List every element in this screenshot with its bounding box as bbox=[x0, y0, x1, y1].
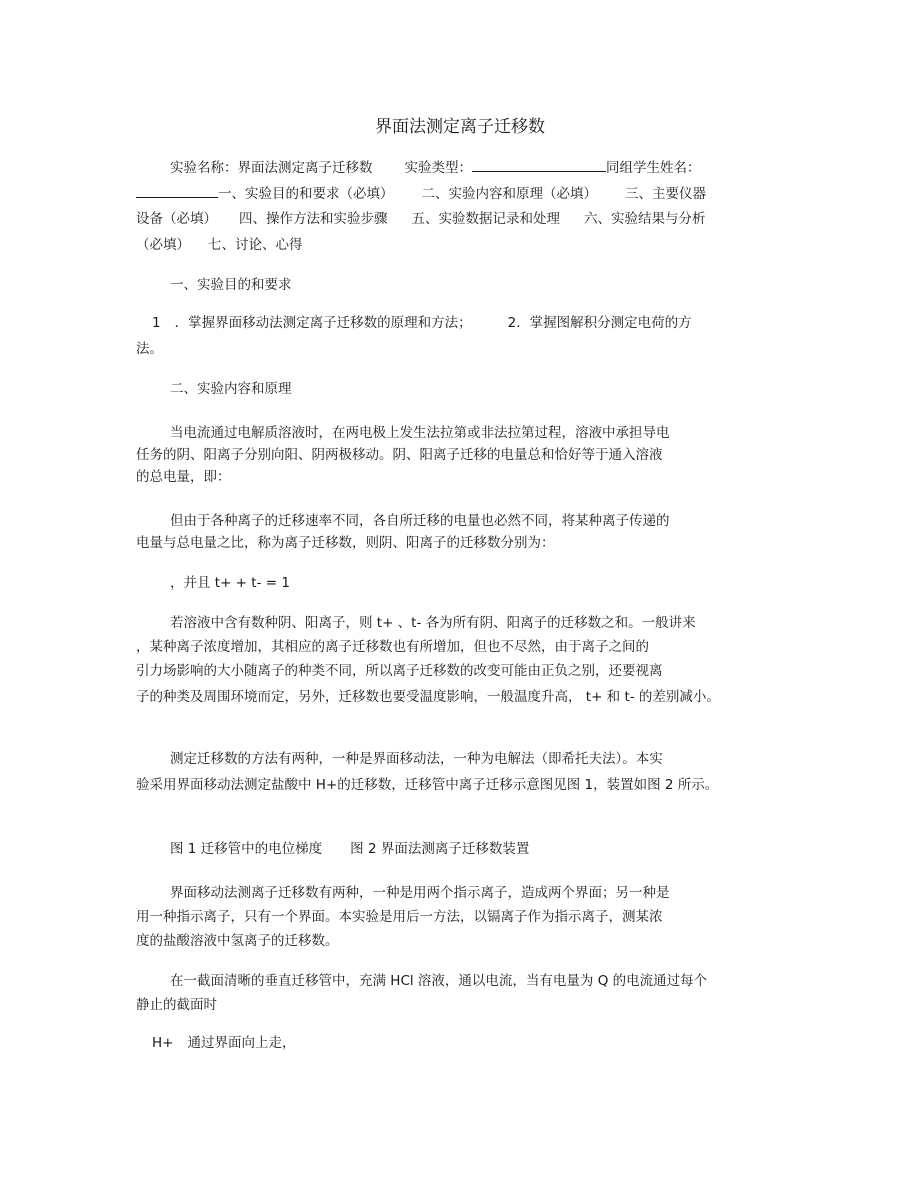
classmate-blank bbox=[136, 184, 218, 198]
para5-line-3: 度的盐酸溶液中氢离子的迁移数。 bbox=[136, 933, 339, 949]
para2-line-2: 电量与总电量之比，称为离子迁移数，则阴、阳离子的迁移数分别为： bbox=[136, 535, 555, 551]
header-line-1 bbox=[170, 158, 701, 177]
header-item-5: 五、实验数据记录和处理 bbox=[411, 211, 560, 227]
header-item-6b: （必填） bbox=[136, 237, 190, 253]
section2-heading: 二、实验内容和原理 bbox=[170, 381, 292, 397]
header-item-7: 七、讨论、心得 bbox=[208, 237, 303, 253]
classmate-label: 同组学生姓名： bbox=[606, 160, 701, 176]
para5-line-2: 用一种指示离子，只有一个界面。本实验是用后一方法，以镉离子作为指示离子，测某浓 bbox=[136, 909, 663, 925]
experiment-type-blank bbox=[472, 158, 606, 172]
experiment-type-label: 实验类型： bbox=[404, 160, 472, 176]
para1-line-3: 的总电量，即： bbox=[136, 469, 231, 485]
para4-line-1: 测定迁移数的方法有两种，一种是界面移动法，一种为电解法（即希托夫法）。本实 bbox=[170, 751, 663, 767]
para4-line-2: 验采用界面移动法测定盐酸中 H+的迁移数，迁移管中离子迁移示意图见图 1，装置如图 2 所示。 bbox=[136, 777, 719, 793]
header-item-3: 三、主要仪器 bbox=[625, 186, 706, 202]
header-line-4 bbox=[136, 236, 303, 254]
point1-number: 1 bbox=[152, 315, 161, 331]
para3-line-1: 若溶液中含有数种阴、阳离子，则 t+ 、t- 各为所有阴、阳离子的迁移数之和。一般讲来 bbox=[170, 615, 696, 631]
point2-number: 2 bbox=[507, 315, 517, 331]
figure1-caption: 图 1 迁移管中的电位梯度 bbox=[170, 841, 323, 857]
para3-line-4: 子的种类及周围环境而定，另外，迁移数也要受温度影响，一般温度升高， t+ 和 t- 的差别减小。 bbox=[136, 689, 720, 705]
header-item-1: 一、实验目的和要求（必填） bbox=[218, 186, 394, 202]
point1-text: ．掌握界面移动法测定离子迁移数的原理和方法； bbox=[174, 315, 472, 331]
header-item-6: 六、实验结果与分析 bbox=[584, 211, 706, 227]
header-line-2 bbox=[136, 184, 706, 203]
para6-line-1: 在一截面清晰的垂直迁移管中，充满 HCl 溶液，通以电流，当有电量为 Q 的电流通过每个 bbox=[170, 973, 708, 989]
para3-line-3: 引力场影响的大小随离子的种类不同，所以离子迁移数的改变可能由正负之别，还要视离 bbox=[136, 663, 663, 679]
formula-line: ，并且 t+ + t- = 1 bbox=[170, 575, 290, 591]
para1-line-1: 当电流通过电解质溶液时，在两电极上发生法拉第或非法拉第过程，溶液中承担导电 bbox=[170, 425, 670, 441]
header-line-3 bbox=[136, 210, 706, 228]
para2-line-1: 但由于各种离子的迁移速率不同，各自所迁移的电量也必然不同，将某种离子传递的 bbox=[170, 513, 670, 529]
header-item-4: 四、操作方法和实验步骤 bbox=[239, 211, 388, 227]
experiment-name: 实验名称：界面法测定离子迁移数 bbox=[170, 160, 373, 176]
section1-heading: 一、实验目的和要求 bbox=[170, 277, 292, 293]
hplus-text: 通过界面向上走， bbox=[187, 1035, 296, 1051]
figure2-caption: 图 2 界面法测离子迁移数装置 bbox=[350, 841, 530, 857]
point2-tail: 法。 bbox=[136, 341, 163, 357]
figure-captions bbox=[170, 840, 529, 858]
hplus-label: H+ bbox=[152, 1035, 174, 1051]
para6-line-2: 静止的截面时 bbox=[136, 997, 217, 1013]
para1-line-2: 任务的阴、阳离子分别向阳、阴两极移动。阴、阳离子迁移的电量总和恰好等于通入溶液 bbox=[136, 447, 663, 463]
hplus-line bbox=[152, 1034, 295, 1052]
section1-points bbox=[152, 314, 692, 332]
document-title: 界面法测定离子迁移数 bbox=[375, 117, 545, 137]
point2-text: ．掌握图解积分测定电荷的方 bbox=[516, 315, 692, 331]
para3-line-2: ，某种离子浓度增加，其相应的离子迁移数也有所增加，但也不尽然，由于离子之间的 bbox=[136, 639, 649, 655]
header-item-3b: 设备（必填） bbox=[136, 211, 217, 227]
para5-line-1: 界面移动法测离子迁移数有两种，一种是用两个指示离子，造成两个界面；另一种是 bbox=[170, 885, 670, 901]
header-item-2: 二、实验内容和原理（必填） bbox=[421, 186, 597, 202]
